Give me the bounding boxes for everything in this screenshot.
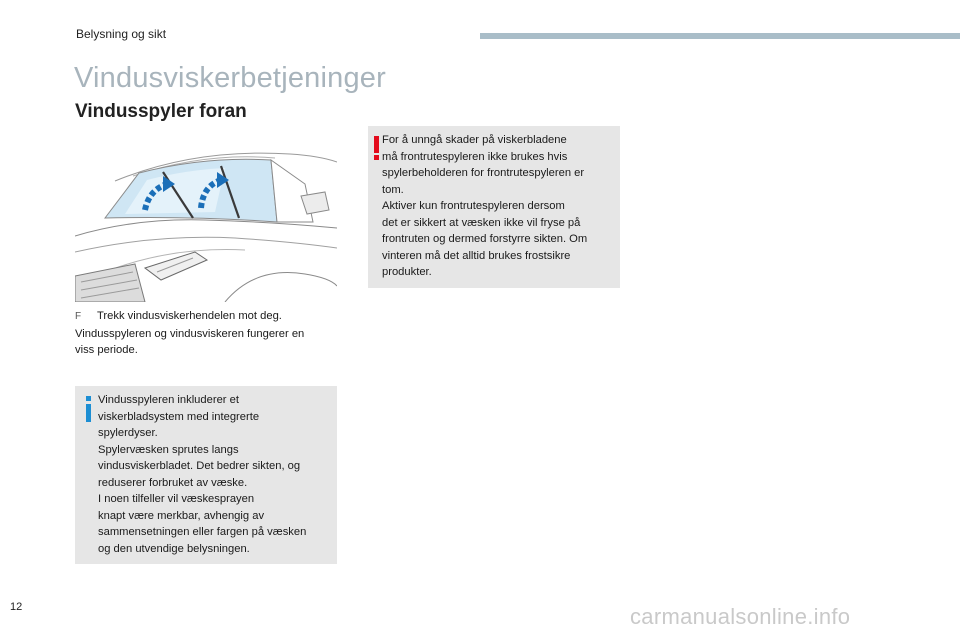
info-icon — [86, 396, 91, 422]
info-box — [75, 386, 337, 564]
warning-line: tom. — [382, 183, 404, 196]
info-line: viskerbladsystem med integrerte — [98, 410, 260, 423]
info-line: spylerdyser. — [98, 427, 158, 439]
windscreen-washer-illustration — [75, 126, 337, 302]
instruction-line: Vindusspyleren og vindusviskeren fungerer en — [75, 327, 305, 340]
bullet-marker: F — [75, 311, 82, 322]
warning-line: vinteren må det alltid brukes frostsikre — [382, 249, 571, 262]
info-line: Vindusspyleren inkluderer et — [98, 394, 239, 406]
instruction-line: Trekk vindusviskerhendelen mot deg. — [97, 310, 282, 322]
warning-line: det er sikkert at væsken ikke vil fryse på — [382, 216, 581, 229]
warning-line: Aktiver kun frontrutespyleren dersom — [382, 200, 565, 212]
warning-line: spylerbeholderen for frontrutespyleren er — [382, 167, 585, 179]
header-bar — [480, 33, 960, 39]
watermark: carmanualsonline.info — [630, 604, 851, 629]
page-number: 12 — [10, 601, 23, 613]
info-line: og den utvendige belysningen. — [98, 542, 250, 555]
section-title: Vindusspyler foran — [75, 101, 247, 122]
info-text — [98, 392, 334, 557]
instruction-text — [75, 308, 337, 359]
warning-line: produkter. — [382, 266, 432, 278]
warning-icon — [374, 136, 379, 160]
info-line: I noen tilfeller vil væskesprayen — [98, 493, 255, 505]
warning-line: frontruten og dermed forstyrre sikten. Om — [382, 233, 588, 245]
info-line: Spylervæsken sprutes langs — [98, 443, 239, 456]
info-line: reduserer forbruket av væske. — [98, 476, 248, 489]
warning-line: må frontrutespyleren ikke brukes hvis — [382, 150, 568, 163]
info-line: vindusviskerbladet. Det bedrer sikten, og — [98, 460, 301, 472]
page-title: Vindusviskerbetjeninger — [74, 62, 386, 94]
warning-line: For å unngå skader på viskerbladene — [382, 134, 567, 146]
warning-box — [368, 126, 620, 288]
header-section-label: Belysning og sikt — [76, 27, 167, 41]
instruction-line: viss periode. — [75, 344, 138, 356]
warning-text — [382, 132, 618, 281]
info-line: knapt være merkbar, avhengig av — [98, 509, 265, 522]
info-line: sammensetningen eller fargen på væsken — [98, 526, 307, 538]
